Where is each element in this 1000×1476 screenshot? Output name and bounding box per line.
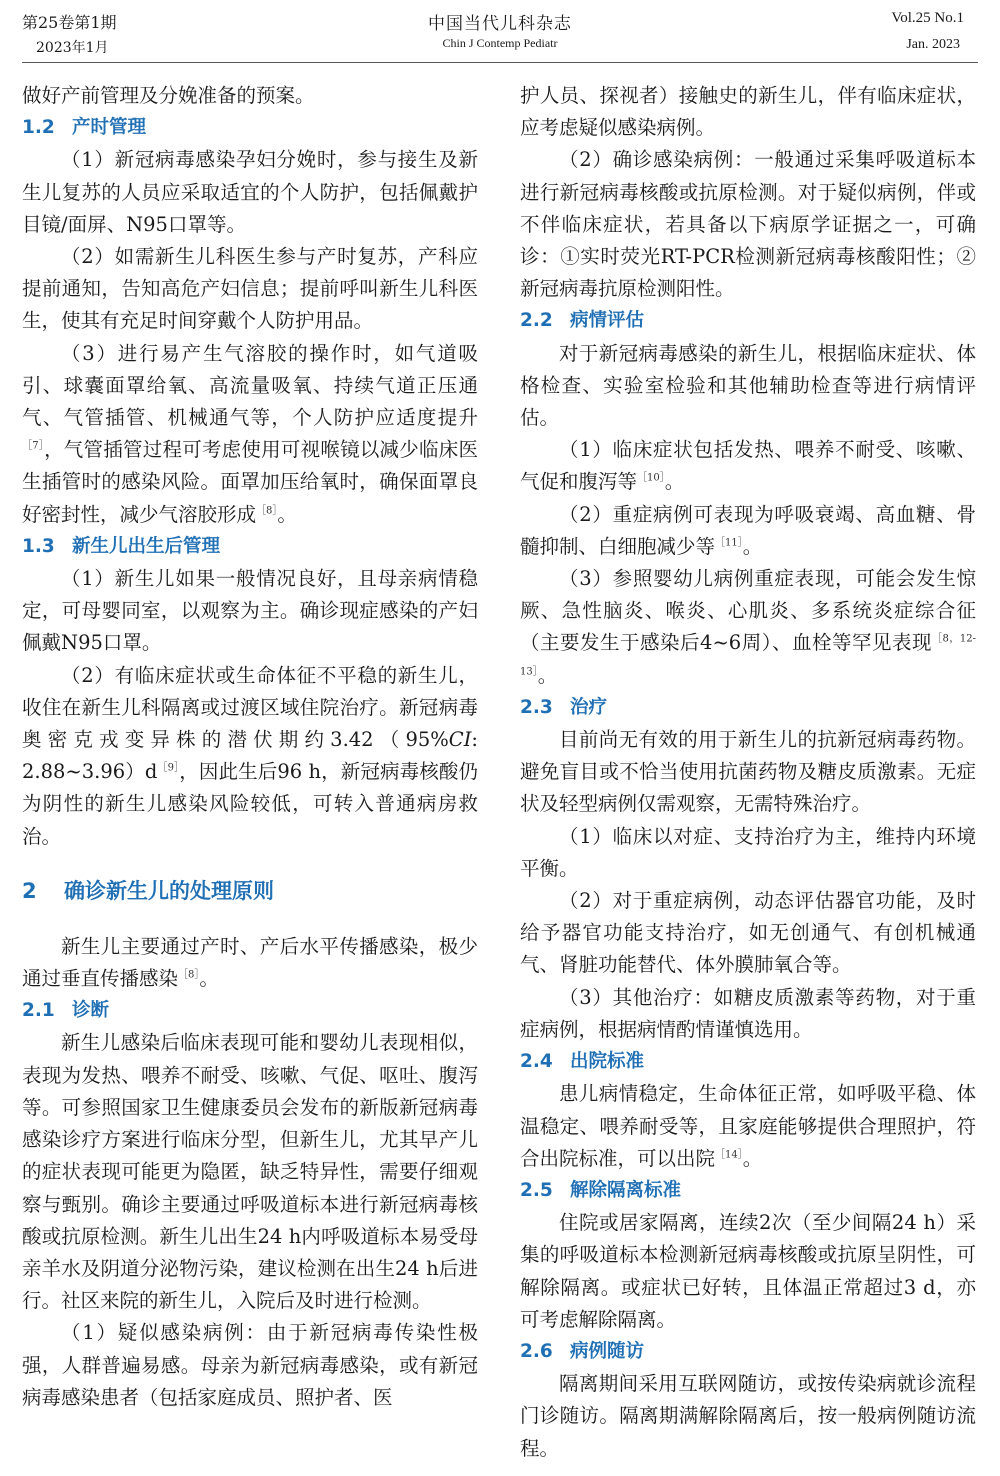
paragraph-text: 患儿病情稳定，生命体征正常，如呼吸平稳、体温稳定、喂养耐受等，且家庭能够提供合理照护，符合出院标准，可以出院 <box>520 1082 976 1170</box>
paragraph: （2）如需新生儿科医生参与产时复苏，产科应提前通知，告知高危产妇信息；提前呼叫新生儿科医生，使其有充足时间穿戴个人防护用品。 <box>22 245 478 333</box>
paragraph: （2）对于重症病例，动态评估器官功能，及时给予器官功能支持治疗，如无创通气、有创机械通气、肾脏功能替代、体外膜肺氧合等。 <box>520 889 976 977</box>
section-number: 1.3 <box>22 535 55 557</box>
section-title: 新生儿出生后管理 <box>72 535 221 557</box>
paragraph-text: ，因此生后96 h，新冠病毒核酸仍为阴性的新生儿感染风险较低，可转入普通病房救治。 <box>22 760 478 848</box>
section-heading-2-4 <box>520 1046 976 1078</box>
paragraph <box>520 434 976 498</box>
section-heading-1-3 <box>22 531 478 563</box>
section-title: 病例随访 <box>570 1340 645 1362</box>
paragraph-text: 。 <box>742 1146 763 1170</box>
section-heading-2-3 <box>520 692 976 724</box>
paragraph <box>22 931 478 995</box>
citation-ref[interactable]: ［8］ <box>178 969 200 981</box>
paragraph: 对于新冠病毒感染的新生儿，根据临床症状、体格检查、实验室检验和其他辅助检查等进行病情评估。 <box>520 341 976 430</box>
paragraph: （2）确诊感染病例：一般通过采集呼吸道标本进行新冠病毒核酸或抗原检测。对于疑似病例，伴或不伴临床症状，若具备以下病原学证据之一，可确诊：①实时荧光RT-PCR检测新冠病毒核酸阳性；②新冠病毒抗原检测阳性。 <box>520 148 976 301</box>
paragraph: 做好产前管理及分娩准备的预案。 <box>22 84 315 107</box>
paragraph <box>520 1078 976 1175</box>
citation-ref[interactable]: ［8］ <box>256 505 278 517</box>
journal-title-en: Chin J Contemp Pediatr <box>442 36 558 50</box>
section-heading-2 <box>22 875 478 907</box>
paragraph: （1）新冠病毒感染孕妇分娩时，参与接生及新生儿复苏的人员应采取适宜的个人防护，包括佩戴护目镜/面屏、N95口罩等。 <box>22 148 478 236</box>
ci-italic: CI <box>448 728 472 752</box>
section-number: 2.3 <box>520 696 553 718</box>
paragraph: 新生儿感染后临床表现可能和婴幼儿表现相似，表现为发热、喂养不耐受、咳嗽、气促、呕吐、腹泻等。可参照国家卫生健康委员会发布的新版新冠病毒感染诊疗方案进行临床分型，但新生儿，尤其早产儿的症状表现可能更为隐匿，缺乏特异性，需要仔细观察与甄别。确诊主要通过呼吸道标本进行新冠病毒核酸或抗原检测。新生儿出生24 h内呼吸道标本易受母亲羊水及阴道分泌物污染，建议检测在出生24 h后进行。社区来院的新生儿，入院后及时进行检测。 <box>22 1031 478 1313</box>
citation-ref[interactable]: ［9］ <box>157 762 180 774</box>
paragraph: 目前尚无有效的用于新生儿的抗新冠病毒药物。避免盲目或不恰当使用抗菌药物及糖皮质激素。无症状及轻型病例仅需观察，无需特殊治疗。 <box>520 728 976 816</box>
section-heading-2-6 <box>520 1336 976 1368</box>
paragraph-text: （1）临床症状包括发热、喂养不耐受、咳嗽、气促和腹泻等 <box>520 438 976 494</box>
citation-ref[interactable]: ［10］ <box>637 472 665 484</box>
paragraph <box>520 563 976 692</box>
paragraph-text: （2）有临床症状或生命体征不平稳的新生儿，收住在新生儿科隔离或过渡区域住院治疗。新冠病毒奥密克戎变异株的潜伏期约3.42（95% <box>22 663 478 752</box>
section-number: 2 <box>22 878 37 903</box>
publication-date-en: Jan. 2023 <box>906 37 960 52</box>
paragraph-text: 。 <box>742 534 763 558</box>
paragraph: （1）临床以对症、支持治疗为主，维持内环境平衡。 <box>520 824 976 880</box>
section-title: 出院标准 <box>570 1051 645 1073</box>
publication-date: 2023年1月 <box>36 40 109 56</box>
section-title: 诊断 <box>72 1000 110 1022</box>
paragraph <box>22 338 478 531</box>
header-divider <box>22 62 978 63</box>
right-column <box>520 80 976 1465</box>
paragraph <box>22 660 478 853</box>
section-number: 2.4 <box>520 1051 553 1073</box>
section-title: 治疗 <box>570 696 608 718</box>
paragraph-text: ，气管插管过程可考虑使用可视喉镜以减少临床医生插管时的感染风险。面罩加压给氧时，确保面罩良好密封性，减少气溶胶形成 <box>22 438 478 526</box>
section-number: 2.2 <box>520 310 553 332</box>
paragraph: （1）疑似感染病例：由于新冠病毒传染性极强，人群普遍易感。母亲为新冠病毒感染，或有新冠病毒感染患者（包括家庭成员、照护者、医 <box>22 1321 478 1409</box>
citation-ref[interactable]: ［7］ <box>22 440 45 452</box>
citation-ref[interactable]: ［11］ <box>715 537 743 549</box>
left-column <box>22 80 478 1414</box>
paragraph: 隔离期间采用互联网随访，或按传染病就诊流程门诊随访。隔离期满解除隔离后，按一般病例随访流程。 <box>520 1372 976 1460</box>
paragraph-text: 。 <box>664 470 685 494</box>
volume-issue: 第25卷第1期 <box>22 13 117 32</box>
section-heading-2-5 <box>520 1175 976 1207</box>
citation-ref[interactable]: ［8，12-13］ <box>520 633 976 678</box>
paragraph-text: （3）参照婴幼儿病例重症表现，可能会发生惊厥、急性脑炎、喉炎、心肌炎、多系统炎症综合征（主要发生于感染后4~6周）、血栓等罕见表现 <box>520 567 976 655</box>
section-title: 解除隔离标准 <box>570 1179 682 1201</box>
section-title: 产时管理 <box>72 117 147 139</box>
paragraph-text: : 2.88~3.96）d <box>22 728 478 784</box>
section-heading-1-2 <box>22 112 478 144</box>
paragraph-text: 。 <box>537 663 558 687</box>
section-title: 病情评估 <box>570 310 645 332</box>
paragraph-text: （2）重症病例可表现为呼吸衰竭、高血糖、骨髓抑制、白细胞减少等 <box>520 502 976 558</box>
section-number: 2.6 <box>520 1340 553 1362</box>
paragraph: （3）其他治疗：如糖皮质激素等药物，对于重症病例，根据病情酌情谨慎选用。 <box>520 985 976 1041</box>
volume-issue-en: Vol.25 No.1 <box>891 10 964 26</box>
paragraph: （1）新生儿如果一般情况良好，且母亲病情稳定，可母婴同室，以观察为主。确诊现症感染的产妇佩戴N95口罩。 <box>22 567 478 655</box>
paragraph-text: 新生儿主要通过产时、产后水平传播感染，极少通过垂直传播感染 <box>22 934 478 991</box>
paragraph-text: 。 <box>199 967 219 991</box>
section-number: 2.1 <box>22 1000 55 1022</box>
section-number: 1.2 <box>22 117 55 139</box>
paragraph-text: （3）进行易产生气溶胶的操作时，如气道吸引、球囊面罩给氧、高流量吸氧、持续气道正压通气、气管插管、机械通气等，个人防护应适度提升 <box>22 341 478 430</box>
section-number: 2.5 <box>520 1179 553 1201</box>
section-heading-2-2 <box>520 305 976 337</box>
citation-ref[interactable]: ［14］ <box>715 1149 743 1161</box>
paragraph: 住院或居家隔离，连续2次（至少间隔24 h）采集的呼吸道标本检测新冠病毒核酸或抗原呈阴性，可解除隔离。或症状已好转，且体温正常超过3 d，亦可考虑解除隔离。 <box>520 1211 976 1331</box>
paragraph <box>520 499 976 563</box>
paragraph-text: 。 <box>277 502 297 526</box>
running-header <box>0 0 1000 62</box>
journal-title-cn: 中国当代儿科杂志 <box>428 14 572 34</box>
paragraph: 护人员、探视者）接触史的新生儿，伴有临床症状，应考虑疑似感染病例。 <box>520 84 976 140</box>
section-title: 确诊新生儿的处理原则 <box>64 878 274 903</box>
section-heading-2-1 <box>22 995 478 1027</box>
